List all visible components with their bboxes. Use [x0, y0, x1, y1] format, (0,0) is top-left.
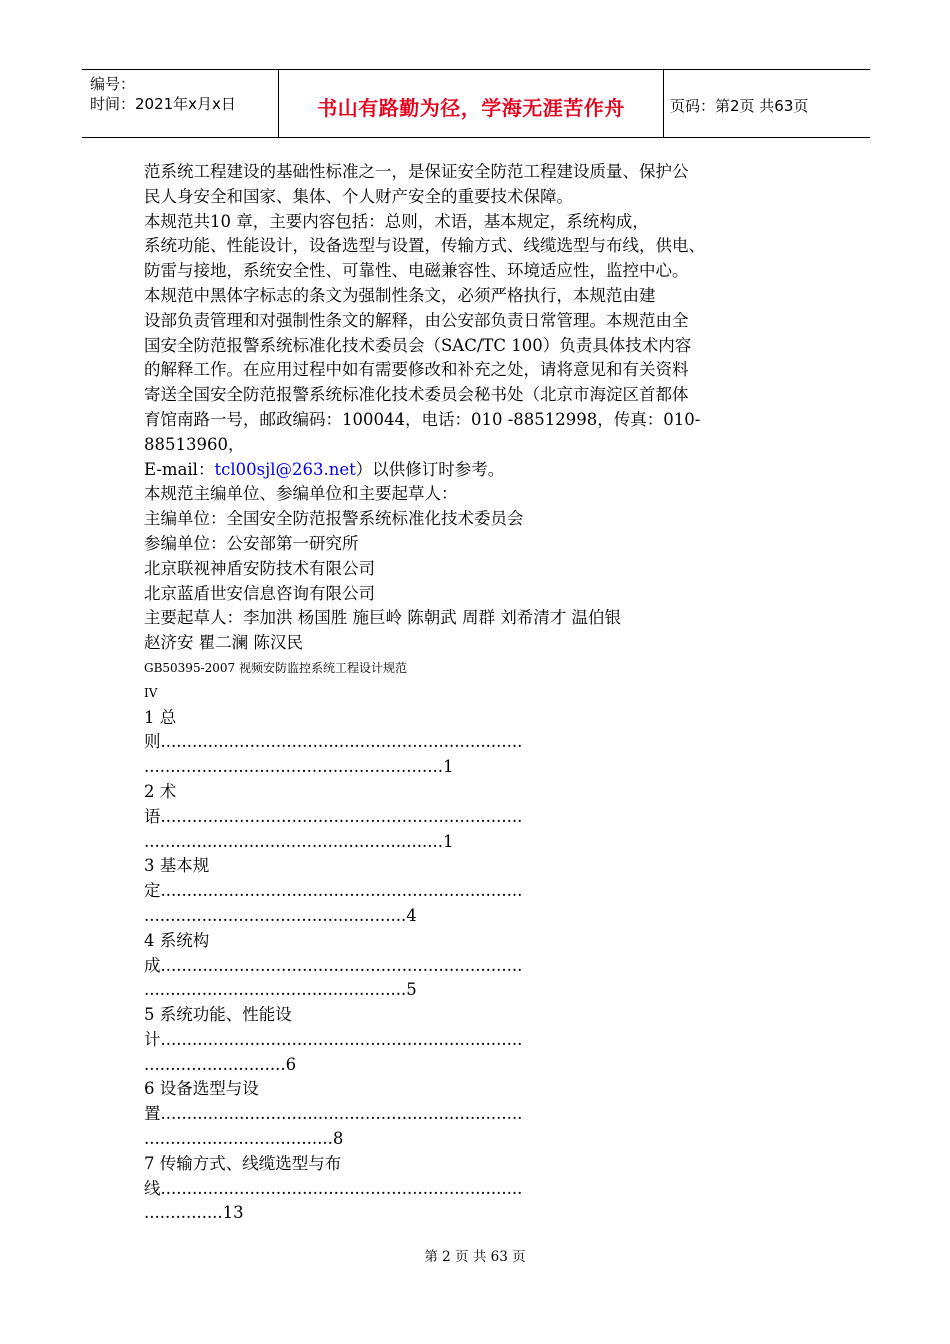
toc-entry-title[interactable]: 3 基本规 — [144, 856, 210, 876]
header-cell-motto — [279, 70, 664, 137]
body-line: 育馆南路一号，邮政编码：100044，电话：010 -88512998，传真：010- — [144, 409, 701, 429]
toc-entry-title[interactable]: 5 系统功能、性能设 — [144, 1005, 292, 1025]
date-label: 时间：2021年x月x日 — [90, 95, 236, 113]
toc-entry-leader: .........................................................1 — [144, 757, 454, 777]
toc-entry-title[interactable]: 1 总 — [144, 707, 177, 727]
body-line: 寄送全国安全防范报警系统标准化技术委员会秘书处（北京市海淀区首都体 — [144, 385, 689, 405]
body-line: 北京联视神盾安防技术有限公司 — [144, 558, 375, 578]
toc-entry-leader: 成..................................................................... — [144, 955, 523, 975]
toc-entry-leader: .........................................................1 — [144, 831, 454, 851]
toc-entry-leader: 则..................................................................... — [144, 732, 523, 752]
body-line: 设部负责管理和对强制性条文的解释，由公安部负责日常管理。本规范由全 — [144, 310, 689, 330]
email-prefix: E-mail： — [144, 459, 215, 479]
toc-entry-leader: 语..................................................................... — [144, 806, 523, 826]
toc-entry-leader: ...............13 — [144, 1203, 244, 1223]
page-number-label: 页码：第2页 共63页 — [670, 97, 809, 115]
body-line: 88513960， — [144, 434, 245, 454]
toc-entry-title[interactable]: 2 术 — [144, 781, 177, 801]
email-link[interactable]: tcl00sjl@263.net — [214, 459, 356, 479]
body-line: 参编单位：公安部第一研究所 — [144, 533, 359, 553]
document-number-label: 编号： — [90, 75, 136, 93]
body-line: 本规范中黑体字标志的条文为强制性条文，必须严格执行，本规范由建 — [144, 285, 656, 305]
body-paragraphs — [144, 160, 824, 458]
toc-entry-title[interactable]: 6 设备选型与设 — [144, 1079, 259, 1099]
toc-entry-leader: ....................................8 — [144, 1129, 344, 1149]
body-line: 北京蓝盾世安信息咨询有限公司 — [144, 583, 375, 603]
body-line: 范系统工程建设的基础性标准之一，是保证安全防范工程建设质量、保护公 — [144, 162, 689, 181]
motto-text: 书山有路勤为径，学海无涯苦作舟 — [317, 96, 625, 120]
body-line: 系统功能、性能设计，设备选型与设置，传输方式、线缆选型与布线，供电、 — [144, 236, 705, 256]
toc-entry-leader: 计..................................................................... — [144, 1029, 523, 1049]
body-line: 国安全防范报警系统标准化技术委员会（SAC/TC 100）负责具体技术内容 — [144, 335, 692, 355]
toc-entry-title[interactable]: 7 传输方式、线缆选型与布 — [144, 1153, 342, 1173]
body-line: 主要起草人：李加洪 杨国胜 施巨岭 陈朝武 周群 刘希清才 温伯银 — [144, 608, 621, 628]
body-line: 赵济安 瞿二澜 陈汉民 — [144, 633, 303, 653]
body-line: 民人身安全和国家、集体、个人财产安全的重要技术保障。 — [144, 186, 573, 206]
body-paragraphs-2 — [144, 482, 824, 656]
toc-entry-leader: ..................................................5 — [144, 980, 417, 1000]
toc-entry-leader: ..................................................4 — [144, 905, 417, 925]
roman-page-number: IV — [144, 685, 158, 700]
body-line: 本规范主编单位、参编单位和主要起草人： — [144, 484, 458, 504]
header-cell-page — [664, 70, 870, 137]
email-line — [144, 458, 824, 483]
body-line: 的解释工作。在应用过程中如有需要修改和补充之处，请将意见和有关资料 — [144, 360, 689, 380]
body-line: 本规范共10 章，主要内容包括：总则，术语，基本规定，系统构成， — [144, 211, 649, 231]
header-table — [82, 69, 870, 138]
body-line: 防雷与接地，系统安全性、可靠性、电磁兼容性、环境适应性，监控中心。 — [144, 261, 689, 281]
toc-entry-leader: ...........................6 — [144, 1054, 297, 1074]
toc-entry-leader: 线..................................................................... — [144, 1178, 523, 1198]
toc-entry-leader: 置..................................................................... — [144, 1104, 523, 1124]
document-title: GB50395-2007 视频安防监控系统工程设计规范 — [144, 660, 407, 675]
header-cell-meta — [82, 70, 279, 137]
toc-entry-title[interactable]: 4 系统构 — [144, 930, 210, 950]
table-of-contents — [144, 706, 824, 1227]
document-body — [144, 160, 824, 1226]
body-line: 主编单位：全国安全防范报警系统标准化技术委员会 — [144, 509, 524, 529]
toc-entry-leader: 定..................................................................... — [144, 881, 523, 901]
page-footer: 第 2 页 共 63 页 — [424, 1249, 526, 1265]
email-suffix: ）以供修订时参考。 — [355, 459, 505, 479]
